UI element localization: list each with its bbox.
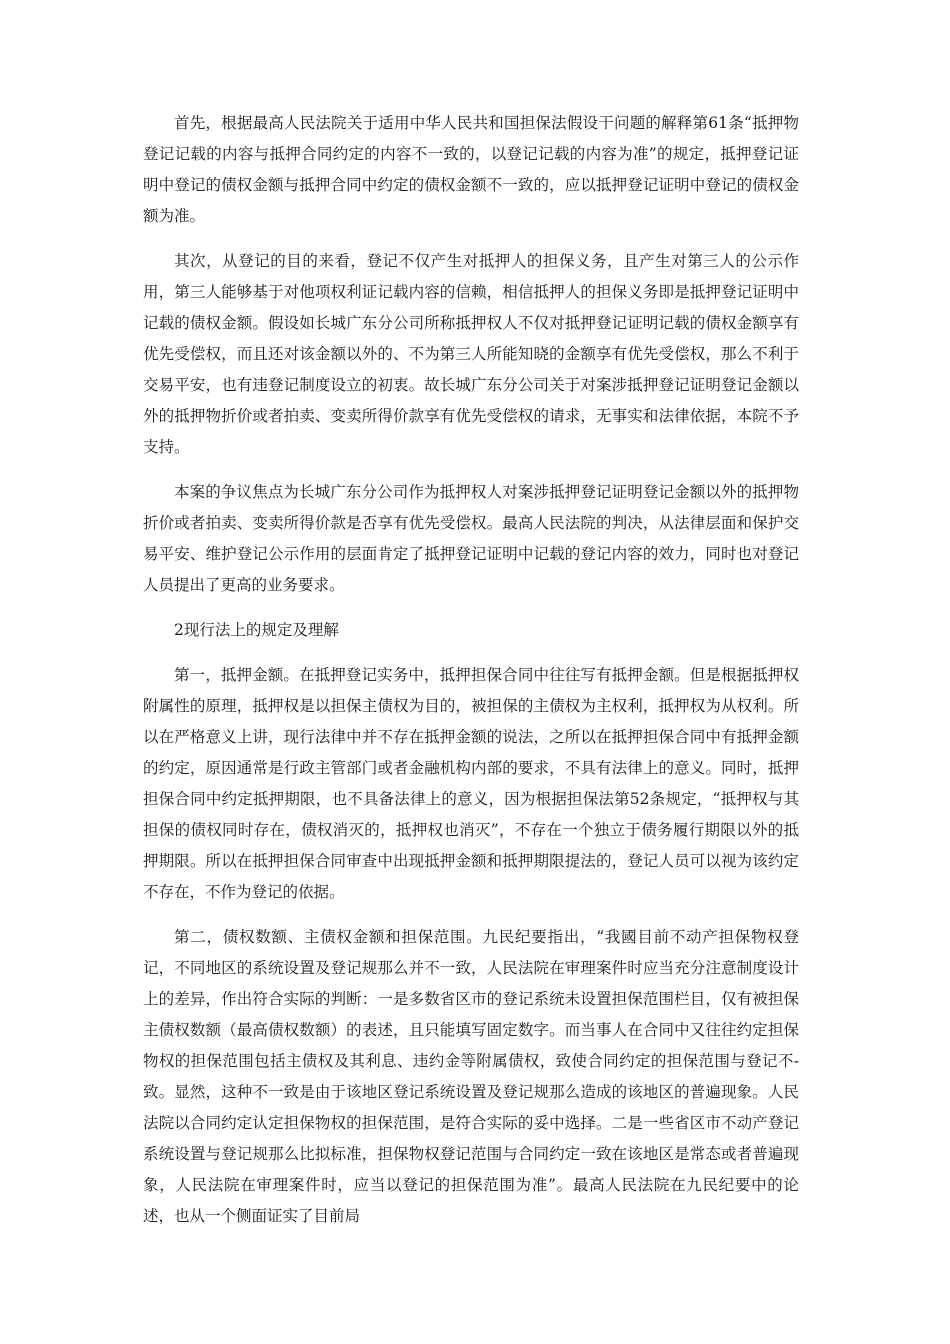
paragraph-2: 其次，从登记的目的来看，登记不仅产生对抵押人的担保义务，且产生对第三人的公示作用，第三人能够基于对他项权利证记载内容的信赖，相信抵押人的担保义务即是抵押登记证明中记载的债权金额。假设如长城广东分公司所称抵押权人不仅对抵押登记证明记载的债权金额享有优先受偿权，而且还对该金额以外的、不为第三人所能知晓的金额享有优先受偿权，那么不利于交易平安，也有违登记制度设立的初衷。故长城广东分公司关于对案涉抵押登记证明登记金额以外的抵押物折价或者拍卖、变卖所得价款享有优先受偿权的请求，无事实和法律依据，本院不予支持。 — [143, 252, 799, 456]
paragraph-4: 第一，抵押金额。在抵押登记实务中，抵押担保合同中往往写有抵押金额。但是根据抵押权附属性的原理，抵押权是以担保主债权为目的，被担保的主债权为主权利，抵押权为从权利。所以在严格意义上讲，现行法律中并不存在抵押金额的说法，之所以在抵押担保合同中有抵押金额的约定，原因通常是行政主管部门或者金融机构内部的要求，不具有法律上的意义。同时，抵押担保合同中约定抵押期限，也不具备法律上的意义，因为根据担保法第52条规定，“抵押权与其担保的债权同时存在，债权消灭的，抵押权也消灭”，不存在一个独立于债务履行期限以外的抵押期限。所以在抵押担保合同审查中出现抵押金额和抵押期限提法的，登记人员可以视为该约定不存在，不作为登记的依据。 — [143, 666, 799, 901]
paragraph-1: 首先，根据最高人民法院关于适用中华人民共和国担保法假设干问题的解释第61条“抵押物登记记载的内容与抵押合同约定的内容不一致的，以登记记载的内容为准”的规定，抵押登记证明中登记的债权金额与抵押合同中约定的债权金额不一致的，应以抵押登记证明中登记的债权金额为准。 — [143, 114, 799, 225]
paragraph-5: 第二，债权数额、主债权金额和担保范围。九民纪要指出，“我國目前不动产担保物权登记，不同地区的系统设置及登记规那么并不一致，人民法院在审理案件时应当充分注意制度设计上的差异，作出符合实际的判断：一是多数省区市的登记系统未设置担保范围栏目，仅有被担保主债权数额（最高债权数额）的表述，且只能填写固定数字。而当事人在合同中又往往约定担保物权的担保范围包括主债权及其利息、违约金等附属债权，致使合同约定的担保范围与登记不-致。显然，这种不一致是由于该地区登记系统设置及登记规那么造成的该地区的普遍现象。人民法院以合同约定认定担保物权的担保范围，是符合实际的妥中选择。二是一些省区市不动产登记系统设置与登记规那么比拟标准，担保物权登记范围与合同约定一致在该地区是常态或者普遍现象，人民法院在审理案件时，应当以登记的担保范围为准”。最高人民法院在九民纪要中的论述，也从一个侧面证实了目前局 — [143, 928, 799, 1225]
document-page — [143, 108, 799, 1246]
section-heading: 2现行法上的规定及理解 — [174, 621, 339, 639]
paragraph-3: 本案的争议焦点为长城广东分公司作为抵押权人对案涉抵押登记证明登记金额以外的抵押物折价或者拍卖、变卖所得价款是否享有优先受偿权。最高人民法院的判决，从法律层面和保护交易平安、维护登记公示作用的层面肯定了抵押登记证明中记载的登记内容的效力，同时也对登记人员提出了更高的业务要求。 — [143, 483, 799, 594]
